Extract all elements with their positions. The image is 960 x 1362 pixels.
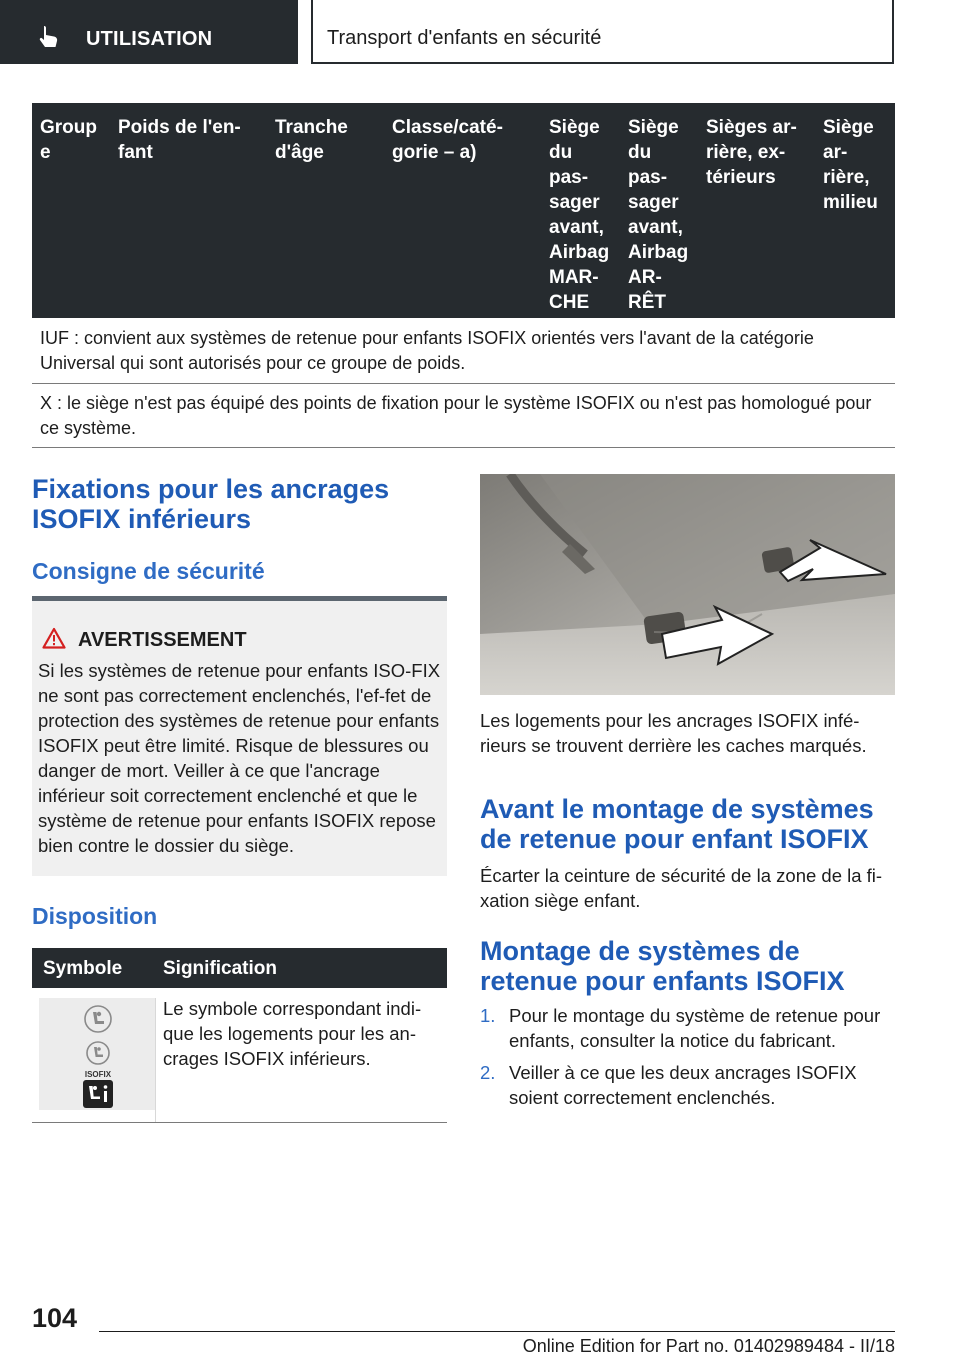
symbol-table-header (32, 948, 447, 988)
section-title: UTILISATION (86, 28, 213, 50)
page-number: 104 (32, 1303, 78, 1333)
step-number: 2. (480, 1062, 496, 1083)
table-note-row (32, 326, 895, 382)
isofix-label: ISOFIX (84, 1070, 112, 1079)
child-seat-icon (83, 1004, 113, 1034)
symbol-cell (39, 998, 155, 1110)
column-header: Classe/caté- gorie – a) (392, 117, 503, 163)
section-tab (0, 0, 298, 64)
column-header: Siège du pas- sager avant, Airbag MAR- CHE (549, 117, 610, 313)
footer-rule (99, 1331, 895, 1332)
warning-box (32, 596, 447, 876)
column-header: Tranche d'âge (275, 117, 348, 163)
step-number: 1. (480, 1005, 496, 1026)
divider (32, 383, 895, 384)
footer-edition: Online Edition for Part no. 01402989484 - II/18 (522, 1336, 895, 1356)
warning-triangle-icon (42, 627, 66, 649)
compatibility-table-header (32, 103, 895, 318)
column-header: Siège ar- rière, milieu (823, 117, 878, 213)
column-header-symbol: Symbole (43, 958, 123, 979)
table-note-row (32, 391, 895, 447)
step-text: Veiller à ce que les deux ancrages ISOFIX soient correctement enclenchés. (509, 1062, 857, 1108)
column-header: Poids de l'en- fant (118, 117, 241, 163)
heading-mounting: Montage de systèmes de retenue pour enfants ISOFIX (480, 936, 845, 996)
heading-layout: Disposition (32, 903, 158, 929)
subsection-header (311, 0, 894, 64)
column-header: Group e (40, 117, 97, 163)
list-item (480, 1003, 895, 1055)
divider (32, 447, 895, 448)
list-item (480, 1060, 895, 1112)
heading-before-mounting: Avant le montage de systèmes de retenue pour enfant ISOFIX (480, 794, 874, 854)
note-iuf: IUF : convient aux systèmes de retenue pour enfants ISOFIX orientés vers l'avant de la catégorie Universal qui sont autorisés pour ce groupe de poids. (40, 328, 814, 373)
heading-safety-note: Consigne de sécurité (32, 558, 265, 584)
child-seat-info-icon (83, 1080, 113, 1108)
heading-isofix-anchors: Fixations pour les ancrages ISOFIX inférieurs (32, 474, 390, 534)
column-header: Sièges ar- rière, ex- térieurs (706, 117, 797, 188)
warning-title: AVERTISSEMENT (78, 629, 247, 651)
warning-text: Si les systèmes de retenue pour enfants ISO-FIX ne sont pas correctement enclenchés, l'ef-fet de protection des systèmes de retenue pour enfants ISOFIX peut être limité. Risque de blessures ou danger de mort. Veiller à ce que l'ancrage inférieur soit correctement enclenché et que le système de retenue pour enfants ISOFIX repose bien contre le dossier du siège. (38, 660, 441, 856)
column-header-meaning: Signification (163, 958, 277, 979)
note-x: X : le siège n'est pas équipé des points de fixation pour le système ISOFIX ou n'est pas homologué pour ce système. (40, 393, 872, 438)
photo-caption: Les logements pour les ancrages ISOFIX infé-rieurs se trouvent derrière les caches marqués. (480, 710, 867, 756)
divider (155, 998, 156, 1122)
isofix-icon (83, 1040, 113, 1070)
step-text: Pour le montage du système de retenue pour enfants, consulter la notice du fabricant. (509, 1005, 881, 1051)
hand-pointer-icon (36, 24, 62, 50)
divider (32, 1122, 447, 1123)
before-mounting-text: Écarter la ceinture de sécurité de la zone de la fi-xation siège enfant. (480, 865, 883, 911)
column-header: Siège du pas- sager avant, Airbag AR- RÊT (628, 117, 689, 313)
symbol-description: Le symbole correspondant indi-que les logements pour les an-crages ISOFIX inférieurs. (163, 998, 422, 1069)
subsection-title: Transport d'enfants en sécurité (327, 27, 602, 49)
isofix-photo (480, 474, 895, 695)
